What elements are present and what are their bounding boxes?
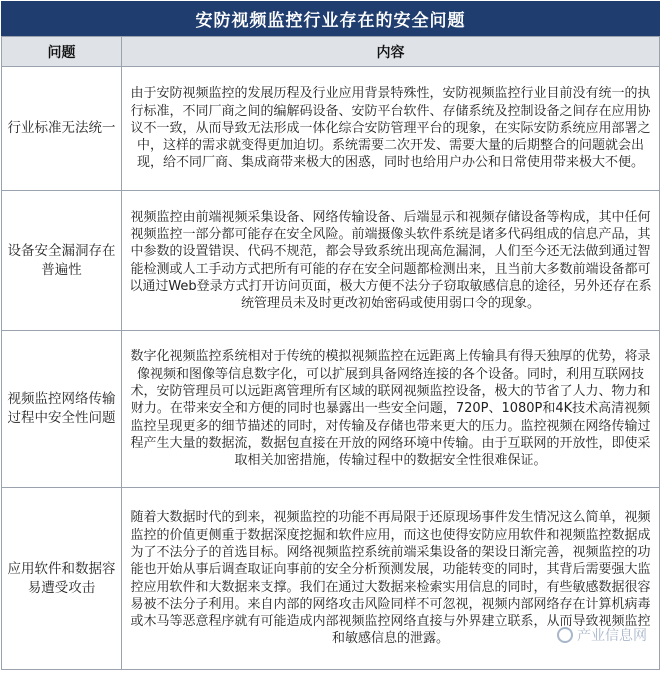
issue-cell: 设备安全漏洞存在普遍性 [2,191,122,331]
column-header-issue: 问题 [2,37,122,67]
content-cell: 视频监控由前端视频采集设备、网络传输设备、后端显示和视频存储设备等构成，其中任何视频监控一部分都可能存在安全风险。前端摄像头软件系统是诸多代码组成的信息产品，其中参数的设置错误、代码不规范，都会导致系统出现高危漏洞，人们至今还无法做到通过智能检测或人工手动方式把所有可能的存在安全问题都检测出来，且当前大多数前端设备都可以通过Web登录方式打开访问页面，极大方便不法分子窃取敏感信息的途径，另外还存在系统管理员未及时更改初始密码或使用弱口令的现象。 [122,191,660,331]
issues-table [1,36,660,670]
issue-cell: 应用软件和数据容易遭受攻击 [2,488,122,670]
table-row [2,488,660,670]
column-header-content: 内容 [122,37,660,67]
table-row [2,67,660,191]
table-row [2,191,660,331]
content-cell: 数字化视频监控系统相对于传统的模拟视频监控在远距离上传输具有得天独厚的优势，将录像视频和图像等信息数字化，可以扩展到具备网络连接的各个设备。同时，利用互联网技术，安防管理员可以远距离管理所有区域的联网视频监控设备，极大的节省了人力、物力和财力。在带来安全和方便的同时也暴露出一些安全问题，720P、1080P和4K技术高清视频监控呈现更多的细节描述的同时，对传输及存储也带来更大的压力。监控视频在网络传输过程产生大量的数据流，数据包直接在开放的网络环境中传输。由于互联网的开放性，即使采取相关加密措施，传输过程中的数据安全性很难保证。 [122,331,660,488]
watermark-text: 产业信息网 [577,628,647,644]
content-cell: 随着大数据时代的到来，视频监控的功能不再局限于还原现场事件发生情况这么简单，视频监控的价值更侧重于数据深度挖掘和软件应用，而这也使得安防应用软件和视频监控数据成为了不法分子的首选目标。网络视频监控系统前端采集设备的架设日渐完善，视频监控的功能也开始从事后调查取证向事前的安全分析预测发展，功能转变的同时，其背后需要强大监控应用软件和大数据来支撑。我们在通过大数据来检索实用信息的同时，有些敏感数据很容易被不法分子利用。来自内部的网络攻击风险同样不可忽视，视频内部网络存在计算机病毒或木马等恶意程序就有可能造成内部视频监控网络直接与外界建立联系，从而导致视频监控和敏感信息的泄露。 [122,488,660,670]
issue-cell: 行业标准无法统一 [2,67,122,191]
page-title: 安防视频监控行业存在的安全问题 [1,1,660,36]
table-header-row [2,37,660,67]
table-row [2,331,660,488]
issue-cell: 视频监控网络传输过程中安全性问题 [2,331,122,488]
content-cell: 由于安防视频监控的发展历程及行业应用背景特殊性，安防视频监控行业目前没有统一的执行标准，不同厂商之间的编解码设备、安防平台软件、存储系统及控制设备之间存在应用协议不一致，从而导致无法形成一体化综合安防管理平台的现象，在实际安防系统应用部署之中，这样的需求就变得更加迫切。系统需要二次开发、需要大量的后期整合的问题就会出现，给不同厂商、集成商带来极大的困惑，同时也给用户办公和日常使用带来极大不便。 [122,67,660,191]
